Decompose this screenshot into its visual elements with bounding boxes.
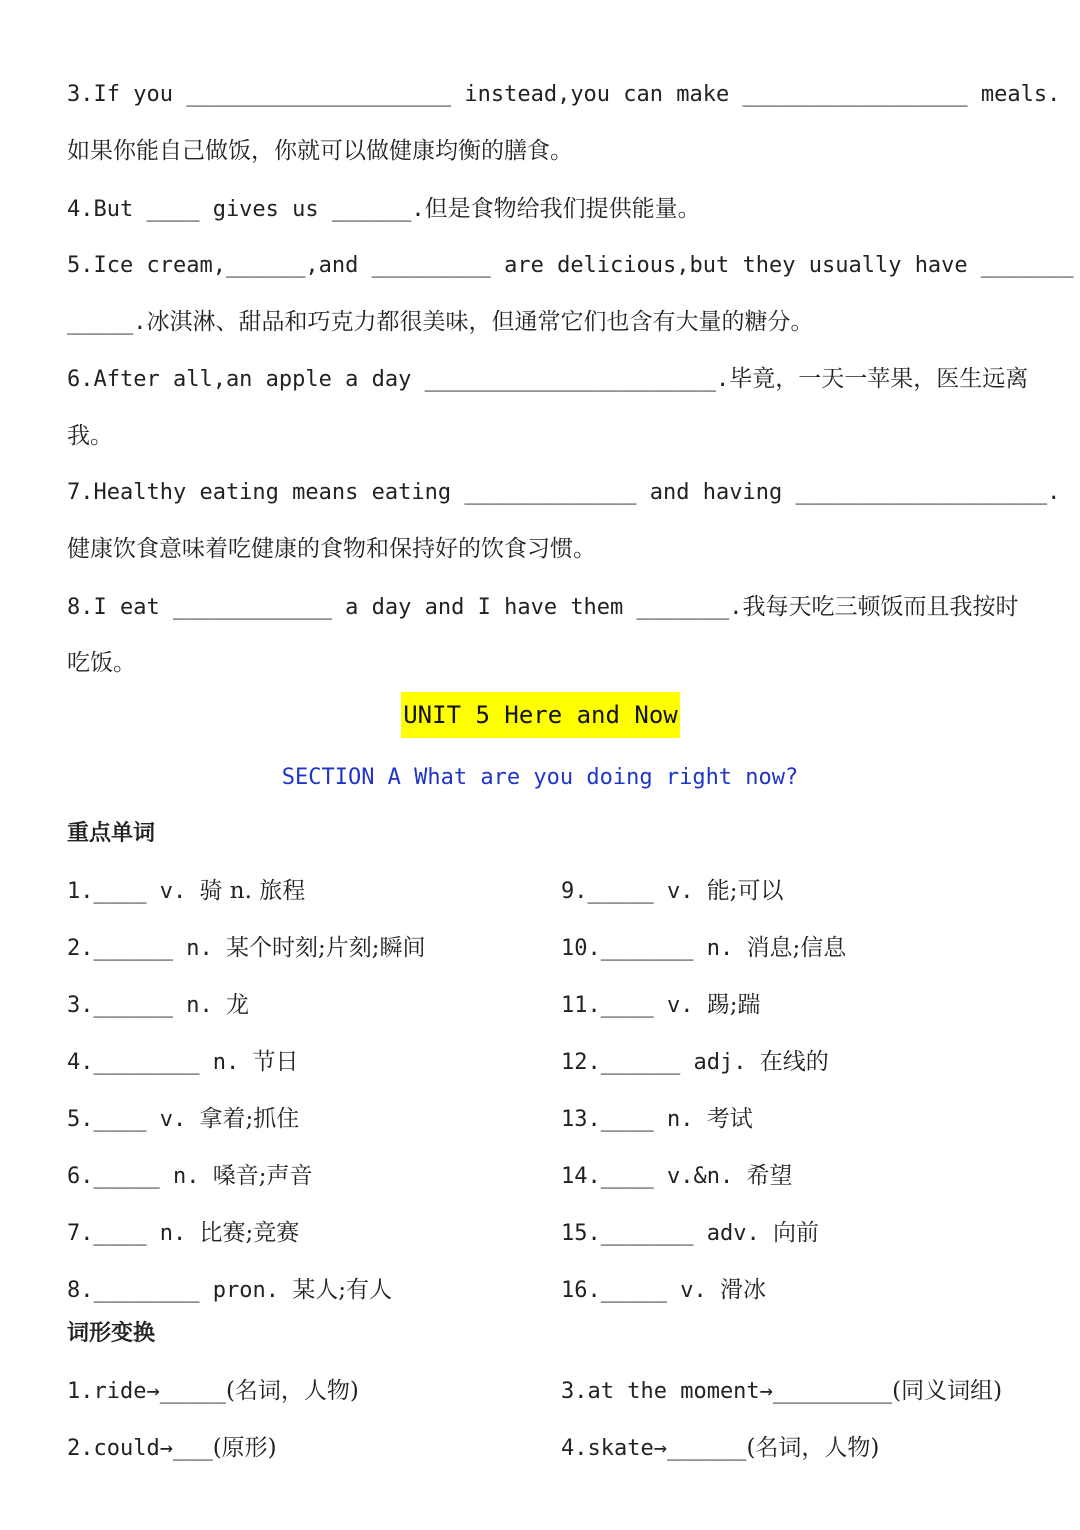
vocab-part-of-speech: n. [186, 993, 213, 1018]
vocab-meaning: 在线的 [759, 1049, 829, 1075]
vocab-blank: _______ [600, 1221, 694, 1246]
vocab-part-of-speech: adv. [706, 1221, 760, 1246]
vocab-item [561, 1161, 792, 1192]
vocab-number: 16. [561, 1278, 601, 1303]
exercise-5-chinese: 冰淇淋、甜品和巧克力都很美味，但通常它们也含有大量的糖分。 [146, 309, 814, 335]
word-form-item [561, 1376, 1002, 1407]
vocab-item [561, 933, 846, 964]
exercise-5-english: 5.Ice cream,______,and _________ are delicious,but they usually have _______ [67, 253, 1074, 278]
vocab-item [561, 1047, 829, 1078]
word-form-english: 3.at the moment→_________ [561, 1379, 893, 1404]
word-form-item [67, 1433, 277, 1464]
vocab-number: 9. [561, 879, 588, 904]
vocab-meaning: 向前 [772, 1220, 819, 1246]
vocab-item [561, 1218, 819, 1249]
vocab-number: 4. [67, 1050, 94, 1075]
exercise-6 [67, 364, 1029, 395]
word-form-item [67, 1376, 359, 1407]
vocab-part-of-speech: v. [666, 879, 694, 904]
vocab-part-of-speech: adj. [693, 1050, 747, 1075]
vocab-blank: ________ [93, 1278, 200, 1303]
exercise-8-english: 8.I eat ____________ a day and I have them _______. [67, 595, 743, 620]
vocab-blank: ____ [93, 879, 147, 904]
vocab-item [67, 933, 425, 964]
vocab-blank: ______ [600, 1050, 681, 1075]
exercise-5-continuation [67, 307, 1016, 338]
vocab-heading: 重点单词 [67, 821, 156, 846]
vocab-part-of-speech: v.&n. [666, 1164, 734, 1189]
exercise-4 [67, 194, 1016, 225]
word-form-english: 4.skate→______ [561, 1436, 747, 1461]
vocab-blank: _____ [600, 1278, 667, 1303]
vocab-blank: ____ [93, 1221, 147, 1246]
word-form-chinese: (同义词组) [892, 1378, 1003, 1404]
vocab-item [561, 1104, 753, 1135]
vocab-part-of-speech: n. [666, 1107, 694, 1132]
vocab-part-of-speech: n. [186, 936, 213, 961]
section-title: SECTION A What are you doing right now? [281, 765, 799, 790]
vocab-meaning: 消息;信息 [746, 935, 847, 961]
unit-title: UNIT 5 Here and Now [401, 692, 680, 738]
vocab-number: 5. [67, 1107, 94, 1132]
exercise-5-blank-continuation: _____. [67, 310, 147, 335]
exercise-7-english: 7.Healthy eating means eating _____________ and having ___________________. [67, 480, 1061, 505]
vocab-meaning: 骑 n. 旅程 [199, 878, 306, 904]
vocab-number: 2. [67, 936, 94, 961]
vocab-item [67, 876, 305, 907]
vocab-item [561, 990, 760, 1021]
word-form-chinese: (名词，人物) [225, 1378, 359, 1404]
vocab-number: 6. [67, 1164, 94, 1189]
vocab-blank: _____ [93, 1164, 160, 1189]
vocab-meaning: 拿着;抓住 [199, 1106, 300, 1132]
vocab-meaning: 嗓音;声音 [212, 1163, 313, 1189]
vocab-blank: _______ [600, 936, 694, 961]
vocab-number: 13. [561, 1107, 601, 1132]
vocab-number: 10. [561, 936, 601, 961]
vocab-number: 11. [561, 993, 601, 1018]
vocab-part-of-speech: n. [212, 1050, 240, 1075]
vocab-meaning: 比赛;竞赛 [199, 1220, 300, 1246]
exercise-7-chinese: 健康饮食意味着吃健康的食物和保持好的饮食习惯。 [67, 536, 596, 562]
exercise-6-chinese: 毕竟，一天一苹果，医生远离 [729, 366, 1029, 392]
vocab-meaning: 能;可以 [706, 878, 784, 904]
vocab-item [67, 1047, 298, 1078]
exercise-8 [67, 592, 1019, 623]
vocab-meaning: 某个时刻;片刻;瞬间 [225, 935, 426, 961]
vocab-number: 7. [67, 1221, 94, 1246]
exercise-8-chinese: 我每天吃三顿饭而且我按时 [742, 594, 1019, 620]
vocab-number: 1. [67, 879, 94, 904]
vocab-blank: ______ [93, 936, 173, 961]
vocab-meaning: 某人;有人 [292, 1277, 392, 1303]
word-form-chinese: (原形) [212, 1435, 277, 1461]
word-form-english: 1.ride→_____ [67, 1379, 226, 1404]
vocab-blank: ________ [93, 1050, 200, 1075]
vocab-part-of-speech: v. [680, 1278, 707, 1303]
vocab-number: 12. [561, 1050, 601, 1075]
vocab-part-of-speech: n. [159, 1221, 187, 1246]
exercise-8-chinese-continuation: 吃饭。 [67, 650, 136, 676]
vocab-item [561, 876, 783, 907]
vocab-meaning: 踢;踹 [706, 992, 761, 1018]
vocab-part-of-speech: n. [172, 1164, 200, 1189]
vocab-blank: ______ [93, 993, 173, 1018]
exercise-6-english: 6.After all,an apple a day ______________________. [67, 367, 730, 392]
vocab-blank: ____ [600, 993, 654, 1018]
vocab-item [67, 1218, 299, 1249]
vocab-item [67, 990, 249, 1021]
vocab-item [67, 1161, 312, 1192]
vocab-part-of-speech: v. [159, 1107, 187, 1132]
vocab-part-of-speech: v. [666, 993, 694, 1018]
exercise-6-chinese-continuation: 我。 [67, 423, 113, 449]
vocab-meaning: 考试 [706, 1106, 753, 1132]
vocab-blank: ____ [93, 1107, 147, 1132]
exercise-3-english: 3.If you ____________________ instead,you can make _________________ meals. [67, 82, 1061, 107]
vocab-number: 15. [561, 1221, 601, 1246]
vocab-blank: ____ [600, 1164, 654, 1189]
exercise-4-english: 4.But ____ gives us ______. [67, 197, 425, 222]
vocab-part-of-speech: n. [706, 936, 734, 961]
vocab-blank: ____ [600, 1107, 654, 1132]
vocab-meaning: 滑冰 [719, 1277, 766, 1303]
word-form-item [561, 1433, 879, 1464]
vocab-number: 14. [561, 1164, 601, 1189]
vocab-meaning: 龙 [225, 992, 249, 1018]
vocab-item [67, 1275, 392, 1306]
word-form-chinese: (名词，人物) [746, 1435, 880, 1461]
vocab-part-of-speech: pron. [212, 1278, 279, 1303]
vocab-blank: _____ [587, 879, 654, 904]
word-form-english: 2.could→___ [67, 1436, 213, 1461]
vocab-meaning: 节日 [252, 1049, 299, 1075]
vocab-number: 3. [67, 993, 94, 1018]
vocab-item [561, 1275, 766, 1306]
exercise-4-chinese: 但是食物给我们提供能量。 [424, 196, 701, 222]
vocab-meaning: 希望 [746, 1163, 793, 1189]
vocab-number: 8. [67, 1278, 94, 1303]
exercise-3-chinese: 如果你能自己做饭，你就可以做健康均衡的膳食。 [67, 138, 573, 164]
vocab-part-of-speech: v. [159, 879, 187, 904]
vocab-item [67, 1104, 299, 1135]
word-forms-heading: 词形变换 [67, 1321, 156, 1346]
